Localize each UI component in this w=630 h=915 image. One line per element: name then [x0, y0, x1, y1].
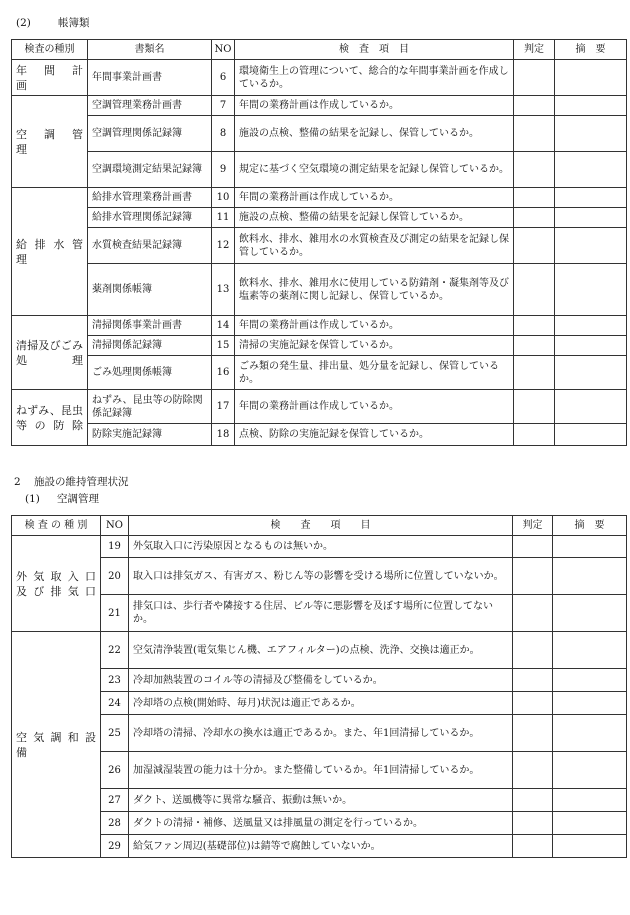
remarks-cell[interactable]	[553, 835, 627, 858]
category-cell: 給 排 水 管 理	[12, 188, 88, 316]
document-name: 薬剤関係帳簿	[88, 264, 212, 316]
header-category: 検査の種別	[12, 40, 88, 60]
document-name: 空調管理業務計画書	[88, 96, 212, 116]
inspection-item: 点検、防除の実施記録を保管しているか。	[235, 424, 514, 446]
remarks-cell[interactable]	[555, 228, 627, 264]
document-name: 清掃関係記録簿	[88, 336, 212, 356]
inspection-item: 排気口は、歩行者や隣接する住居、ビル等に悪影響を及ぼす場所に位置してないか。	[129, 595, 513, 632]
inspection-item: 取入口は排気ガス、有害ガス、粉じん等の影響を受ける場所に位置していないか。	[129, 558, 513, 595]
judgment-cell[interactable]	[514, 356, 555, 390]
remarks-cell[interactable]	[553, 752, 627, 789]
document-name: 給排水管理業務計画書	[88, 188, 212, 208]
table-row	[12, 96, 627, 116]
judgment-cell[interactable]	[513, 595, 553, 632]
remarks-cell[interactable]	[555, 264, 627, 316]
inspection-item: 年間の業務計画は作成しているか。	[235, 316, 514, 336]
item-no: 9	[212, 152, 235, 188]
table-row	[12, 669, 627, 692]
table-row	[12, 632, 627, 669]
header-no: NO	[101, 516, 129, 536]
item-no: 11	[212, 208, 235, 228]
table-row	[12, 752, 627, 789]
item-no: 19	[101, 536, 129, 558]
judgment-cell[interactable]	[514, 60, 555, 96]
ledger-inspection-table	[11, 39, 627, 446]
table-row	[12, 316, 627, 336]
section-number: 2	[14, 476, 21, 488]
remarks-cell[interactable]	[555, 356, 627, 390]
item-no: 13	[212, 264, 235, 316]
judgment-cell[interactable]	[514, 424, 555, 446]
item-no: 25	[101, 715, 129, 752]
document-name: 給排水管理関係記録簿	[88, 208, 212, 228]
header-judgment: 判定	[514, 40, 555, 60]
table-row	[12, 812, 627, 835]
document-name: 防除実施記録簿	[88, 424, 212, 446]
remarks-cell[interactable]	[553, 812, 627, 835]
judgment-cell[interactable]	[513, 812, 553, 835]
air-conditioning-inspection-table	[11, 515, 627, 858]
inspection-item: 飲料水、排水、雑用水の水質検査及び測定の結果を記録し保管しているか。	[235, 228, 514, 264]
remarks-cell[interactable]	[555, 316, 627, 336]
remarks-cell[interactable]	[553, 632, 627, 669]
remarks-cell[interactable]	[555, 116, 627, 152]
judgment-cell[interactable]	[513, 835, 553, 858]
header-category: 検 査 の 種 別	[12, 516, 101, 536]
inspection-item: 施設の点検、整備の結果を記録し、保管しているか。	[235, 116, 514, 152]
judgment-cell[interactable]	[514, 264, 555, 316]
remarks-cell[interactable]	[553, 692, 627, 715]
category-cell: ねずみ、昆虫 等 の 防 除	[12, 390, 88, 446]
judgment-cell[interactable]	[514, 208, 555, 228]
judgment-cell[interactable]	[514, 336, 555, 356]
section-number: (1)	[25, 493, 40, 505]
header-item: 検 査 項 目	[235, 40, 514, 60]
category-cell: 年 間 計 画	[12, 60, 88, 96]
section-title: 帳簿類	[58, 17, 90, 29]
table-row	[12, 835, 627, 858]
table-row	[12, 116, 627, 152]
item-no: 23	[101, 669, 129, 692]
judgment-cell[interactable]	[514, 188, 555, 208]
header-remarks: 摘 要	[555, 40, 627, 60]
judgment-cell[interactable]	[513, 558, 553, 595]
remarks-cell[interactable]	[553, 789, 627, 812]
remarks-cell[interactable]	[553, 669, 627, 692]
section-title: 空調管理	[57, 493, 99, 505]
item-no: 20	[101, 558, 129, 595]
inspection-item: ダクトの清掃・補修、送風量又は排風量の測定を行っているか。	[129, 812, 513, 835]
judgment-cell[interactable]	[514, 152, 555, 188]
remarks-cell[interactable]	[555, 188, 627, 208]
item-no: 14	[212, 316, 235, 336]
inspection-item: 加湿減湿装置の能力は十分か。また整備しているか。年1回清掃しているか。	[129, 752, 513, 789]
table-row	[12, 789, 627, 812]
item-no: 8	[212, 116, 235, 152]
judgment-cell[interactable]	[514, 390, 555, 424]
judgment-cell[interactable]	[513, 752, 553, 789]
judgment-cell[interactable]	[513, 669, 553, 692]
table-row	[12, 208, 627, 228]
header-item: 検 査 項 目	[129, 516, 513, 536]
item-no: 29	[101, 835, 129, 858]
inspection-item: 施設の点検、整備の結果を記録し保管しているか。	[235, 208, 514, 228]
judgment-cell[interactable]	[513, 632, 553, 669]
table-row	[12, 336, 627, 356]
item-no: 18	[212, 424, 235, 446]
document-name: 空調管理関係記録簿	[88, 116, 212, 152]
judgment-cell[interactable]	[513, 536, 553, 558]
table-row	[12, 60, 627, 96]
remarks-cell[interactable]	[553, 595, 627, 632]
item-no: 27	[101, 789, 129, 812]
remarks-cell[interactable]	[553, 536, 627, 558]
judgment-cell[interactable]	[514, 96, 555, 116]
inspection-item: 冷却加熱装置のコイル等の清掃及び整備をしているか。	[129, 669, 513, 692]
remarks-cell[interactable]	[555, 60, 627, 96]
remarks-cell[interactable]	[555, 390, 627, 424]
judgment-cell[interactable]	[514, 116, 555, 152]
item-no: 22	[101, 632, 129, 669]
table-row	[12, 390, 627, 424]
inspection-item: 外気取入口に汚染原因となるものは無いか。	[129, 536, 513, 558]
item-no: 26	[101, 752, 129, 789]
inspection-item: 環境衛生上の管理について、総合的な年間事業計画を作成しているか。	[235, 60, 514, 96]
header-no: NO	[212, 40, 235, 60]
category-cell: 清掃及びごみ 処 理	[12, 316, 88, 390]
inspection-item: ごみ類の発生量、排出量、処分量を記録し、保管しているか。	[235, 356, 514, 390]
section-heading-ledger	[16, 16, 90, 30]
inspection-item: ダクト、送風機等に異常な騒音、振動は無いか。	[129, 789, 513, 812]
document-name: 空調環境測定結果記録簿	[88, 152, 212, 188]
section-heading-facility	[14, 475, 129, 489]
remarks-cell[interactable]	[555, 96, 627, 116]
inspection-item: 年間の業務計画は作成しているか。	[235, 188, 514, 208]
table-row	[12, 536, 627, 558]
judgment-cell[interactable]	[513, 715, 553, 752]
inspection-item: 冷却塔の清掃、冷却水の換水は適正であるか。また、年1回清掃しているか。	[129, 715, 513, 752]
remarks-cell[interactable]	[553, 715, 627, 752]
document-name: 年間事業計画書	[88, 60, 212, 96]
category-cell: 外 気 取 入 口 及 び 排 気 口	[12, 536, 101, 632]
remarks-cell[interactable]	[555, 424, 627, 446]
section-title: 施設の維持管理状況	[34, 476, 129, 488]
table-row	[12, 152, 627, 188]
item-no: 7	[212, 96, 235, 116]
item-no: 15	[212, 336, 235, 356]
inspection-item: 年間の業務計画は作成しているか。	[235, 390, 514, 424]
table-row	[12, 558, 627, 595]
inspection-item: 規定に基づく空気環境の測定結果を記録し保管しているか。	[235, 152, 514, 188]
table-header-row	[12, 40, 627, 60]
item-no: 16	[212, 356, 235, 390]
table-row	[12, 595, 627, 632]
table-row	[12, 228, 627, 264]
table-row	[12, 424, 627, 446]
table-row	[12, 715, 627, 752]
judgment-cell[interactable]	[514, 228, 555, 264]
section-number: (2)	[16, 17, 31, 29]
judgment-cell[interactable]	[513, 789, 553, 812]
document-name: ねずみ、昆虫等の防除関係記録簿	[88, 390, 212, 424]
category-cell: 空 調 管 理	[12, 96, 88, 188]
header-document: 書類名	[88, 40, 212, 60]
header-judgment: 判定	[513, 516, 553, 536]
item-no: 12	[212, 228, 235, 264]
table-row	[12, 356, 627, 390]
document-name: 水質検査結果記録簿	[88, 228, 212, 264]
judgment-cell[interactable]	[514, 316, 555, 336]
item-no: 10	[212, 188, 235, 208]
inspection-item: 給気ファン周辺(基礎部位)は錆等で腐蝕していないか。	[129, 835, 513, 858]
inspection-item: 冷却塔の点検(開始時、毎月)状況は適正であるか。	[129, 692, 513, 715]
document-name: 清掃関係事業計画書	[88, 316, 212, 336]
inspection-item: 飲料水、排水、雑用水に使用している防錆剤・凝集剤等及び塩素等の薬剤に関し記録し、保管しているか。	[235, 264, 514, 316]
header-remarks: 摘 要	[553, 516, 627, 536]
item-no: 24	[101, 692, 129, 715]
table-header-row	[12, 516, 627, 536]
remarks-cell[interactable]	[555, 208, 627, 228]
table-row	[12, 264, 627, 316]
item-no: 21	[101, 595, 129, 632]
judgment-cell[interactable]	[513, 692, 553, 715]
inspection-item: 清掃の実施記録を保管しているか。	[235, 336, 514, 356]
section-heading-air-conditioning	[25, 492, 99, 506]
inspection-item: 空気清浄装置(電気集じん機、エアフィルター)の点検、洗浄、交換は適正か。	[129, 632, 513, 669]
remarks-cell[interactable]	[553, 558, 627, 595]
item-no: 17	[212, 390, 235, 424]
inspection-item: 年間の業務計画は作成しているか。	[235, 96, 514, 116]
table-row	[12, 188, 627, 208]
document-name: ごみ処理関係帳簿	[88, 356, 212, 390]
remarks-cell[interactable]	[555, 152, 627, 188]
item-no: 6	[212, 60, 235, 96]
table-row	[12, 692, 627, 715]
category-cell: 空 気 調 和 設 備	[12, 632, 101, 858]
remarks-cell[interactable]	[555, 336, 627, 356]
item-no: 28	[101, 812, 129, 835]
